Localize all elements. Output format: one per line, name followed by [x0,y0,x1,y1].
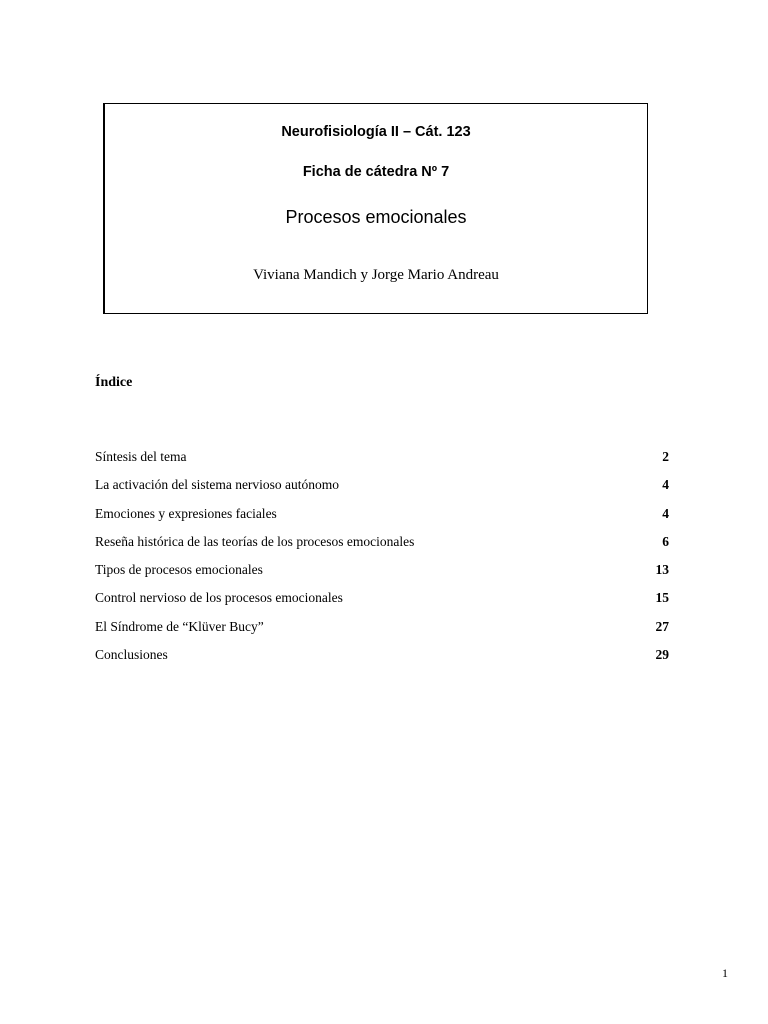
authors: Viviana Mandich y Jorge Mario Andreau [253,267,499,283]
toc-entry-title: Reseña histórica de las teorías de los procesos emocionales [95,533,415,549]
toc-entry[interactable] [95,477,669,505]
toc-entry[interactable] [95,590,669,618]
toc-entry[interactable] [95,562,669,590]
page-number: 1 [722,966,728,980]
toc-entry-title: El Síndrome de “Klüver Bucy” [95,618,264,634]
toc-entry-page: 15 [655,590,669,606]
ficha-number: Ficha de cátedra Nº 7 [302,164,450,180]
toc-entry-title: La activación del sistema nervioso autónomo [95,477,340,493]
toc-entry-page: 6 [662,533,669,549]
index-heading: Índice [95,375,133,390]
toc-entry[interactable] [95,619,669,647]
toc-entry[interactable] [95,449,669,477]
toc-entry-page: 2 [662,449,669,464]
toc-entry-page: 4 [662,505,669,521]
toc-entry[interactable] [95,647,669,675]
toc-entry-page: 29 [655,647,669,663]
toc-entry-page: 4 [662,477,669,493]
toc-entry-title: Emociones y expresiones faciales [95,505,277,521]
toc-entry-title: Tipos de procesos emocionales [95,562,263,578]
document-title: Procesos emocionales [285,207,467,227]
toc-entry-title: Conclusiones [95,647,168,663]
toc-entry-title: Síntesis del tema [95,449,187,464]
table-of-contents [95,449,669,675]
toc-entry-page: 13 [655,562,669,578]
course-title: Neurofisiología II – Cát. 123 [281,124,471,140]
toc-entry-title: Control nervioso de los procesos emocionales [95,590,343,606]
toc-entry-page: 27 [655,618,669,634]
title-box [103,103,648,314]
toc-entry[interactable] [95,534,669,562]
toc-entry[interactable] [95,506,669,534]
